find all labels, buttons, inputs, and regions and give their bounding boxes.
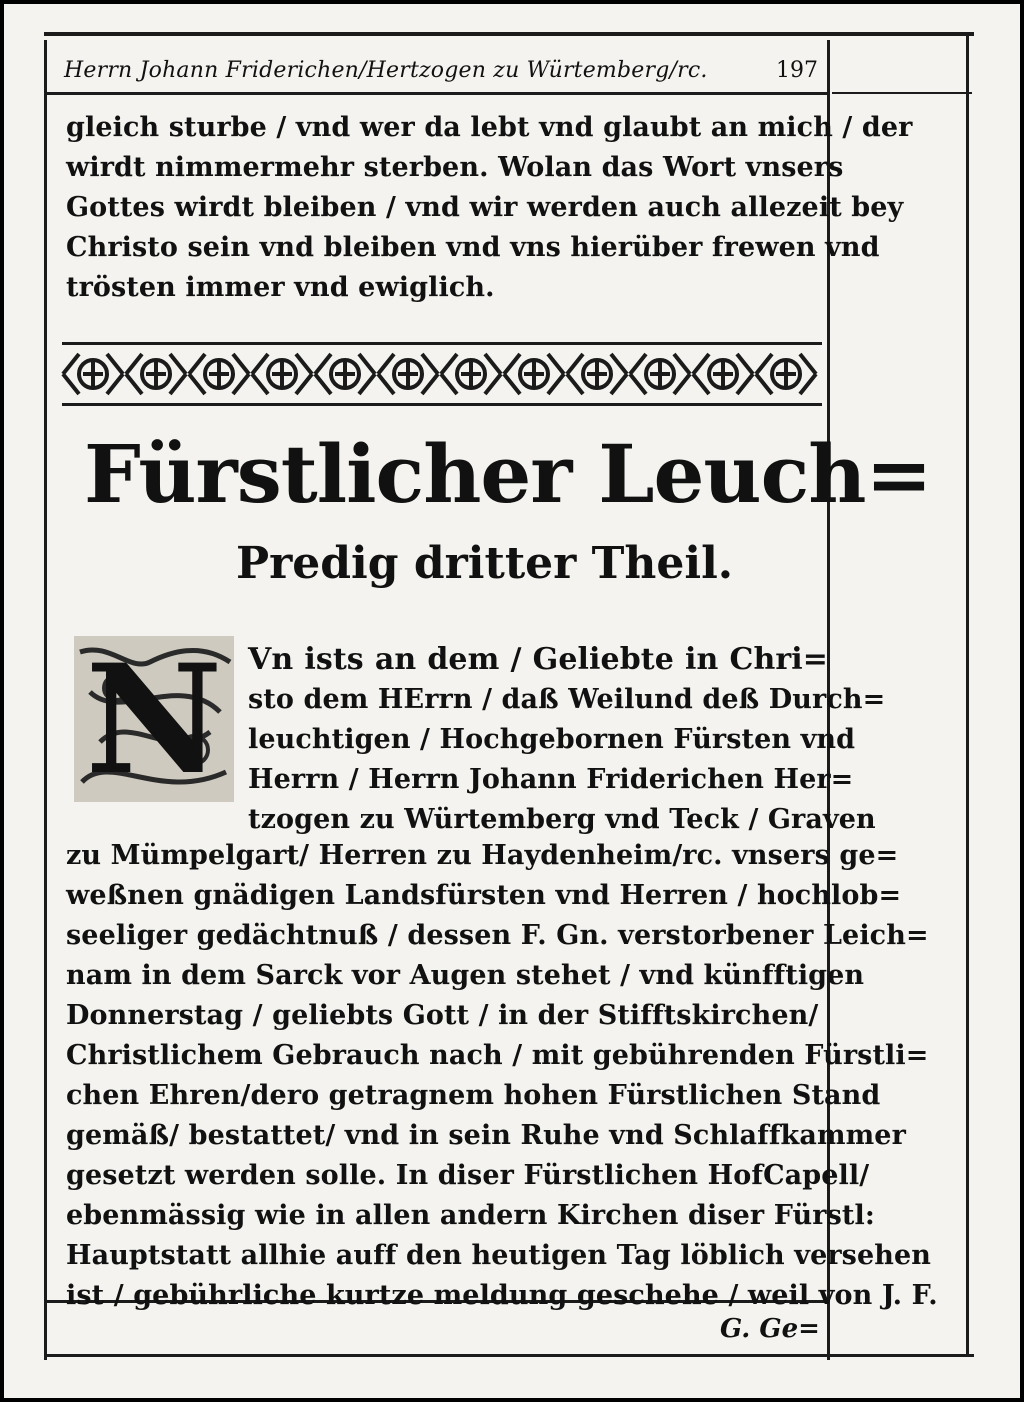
text-line: ebenmässig wie in allen andern Kirchen diser Fürstl:: [66, 1200, 875, 1231]
ornament-motif: [126, 354, 186, 394]
right-margin-line: [966, 32, 969, 1354]
text-line: Christlichem Gebrauch nach / mit gebührenden Fürstli=: [66, 1040, 929, 1071]
text-line: Herrn / Herrn Johann Friderichen Her=: [248, 764, 854, 795]
text-line: ist / gebührliche kurtze meldung geschehe / weil von J. F.: [66, 1280, 938, 1311]
section-subtitle: Predig dritter Theil.: [236, 538, 734, 589]
text-line: leuchtigen / Hochgebornen Fürsten vnd: [248, 724, 856, 755]
scanned-page: [4, 4, 1020, 1398]
section-title: Fürstlicher Leuch=: [84, 427, 932, 521]
ornament-motif: [63, 354, 123, 394]
drop-cap-letter: N: [85, 632, 223, 808]
previous-section-text: [66, 108, 913, 308]
ornamental-band-icon: [62, 340, 822, 408]
text-line: trösten immer vnd ewiglich.: [66, 272, 495, 303]
ornament-motif: [567, 354, 627, 394]
text-line: wirdt nimmermehr sterben. Wolan das Wort vnsers: [66, 152, 844, 183]
opening-paragraph-indented: [248, 640, 886, 840]
text-line: Donnerstag / geliebts Gott / in der Stifftskirchen/: [66, 1000, 819, 1031]
text-line: Christo sein vnd bleiben vnd vns hierüber frewen vnd: [66, 232, 880, 263]
running-head: Herrn Johann Friderichen/Hertzogen zu Würtemberg/rc.: [64, 58, 708, 83]
ornament-motif: [441, 354, 501, 394]
text-line: zu Mümpelgart/ Herren zu Haydenheim/rc. vnsers ge=: [66, 840, 899, 871]
text-line: gemäß/ bestattet/ vnd in sein Ruhe vnd Schlaffkammer: [66, 1120, 906, 1151]
ornament-motif: [315, 354, 375, 394]
decorated-initial-icon: [70, 632, 238, 806]
ornament-motif: [378, 354, 438, 394]
ornament-motif: [252, 354, 312, 394]
margin-rule: [832, 92, 972, 94]
ornament-motif: [630, 354, 690, 394]
text-line: weßnen gnädigen Landsfürsten vnd Herren / hochlob=: [66, 880, 902, 911]
page-header: [64, 56, 824, 96]
text-line: nam in dem Sarck vor Augen stehet / vnd künfftigen: [66, 960, 865, 991]
page-number: 197: [776, 58, 818, 83]
text-line: sto dem HErrn / daß Weilund deß Durch=: [248, 684, 886, 715]
text-line: Vn ists an dem / Geliebte in Chri=: [248, 642, 828, 677]
top-border-rule: [44, 32, 974, 36]
ornament-motif: [189, 354, 249, 394]
catchword: G. Ge=: [720, 1314, 820, 1344]
opening-paragraph-continued: [66, 836, 938, 1316]
ornament-motif: [504, 354, 564, 394]
text-line: tzogen zu Würtemberg vnd Teck / Graven: [248, 804, 876, 835]
text-line: Hauptstatt allhie auff den heutigen Tag löblich versehen: [66, 1240, 931, 1271]
text-line: gleich sturbe / vnd wer da lebt vnd glaubt an mich / der: [66, 112, 913, 143]
ornament-motif: [756, 354, 816, 394]
text-line: seeliger gedächtnuß / dessen F. Gn. verstorbener Leich=: [66, 920, 929, 951]
ornament-motif: [693, 354, 753, 394]
text-line: chen Ehren/dero getragnem hohen Fürstlichen Stand: [66, 1080, 881, 1111]
text-line: gesetzt werden solle. In diser Fürstlichen HofCapell/: [66, 1160, 870, 1191]
text-line: Gottes wirdt bleiben / vnd wir werden auch allezeit bey: [66, 192, 904, 223]
